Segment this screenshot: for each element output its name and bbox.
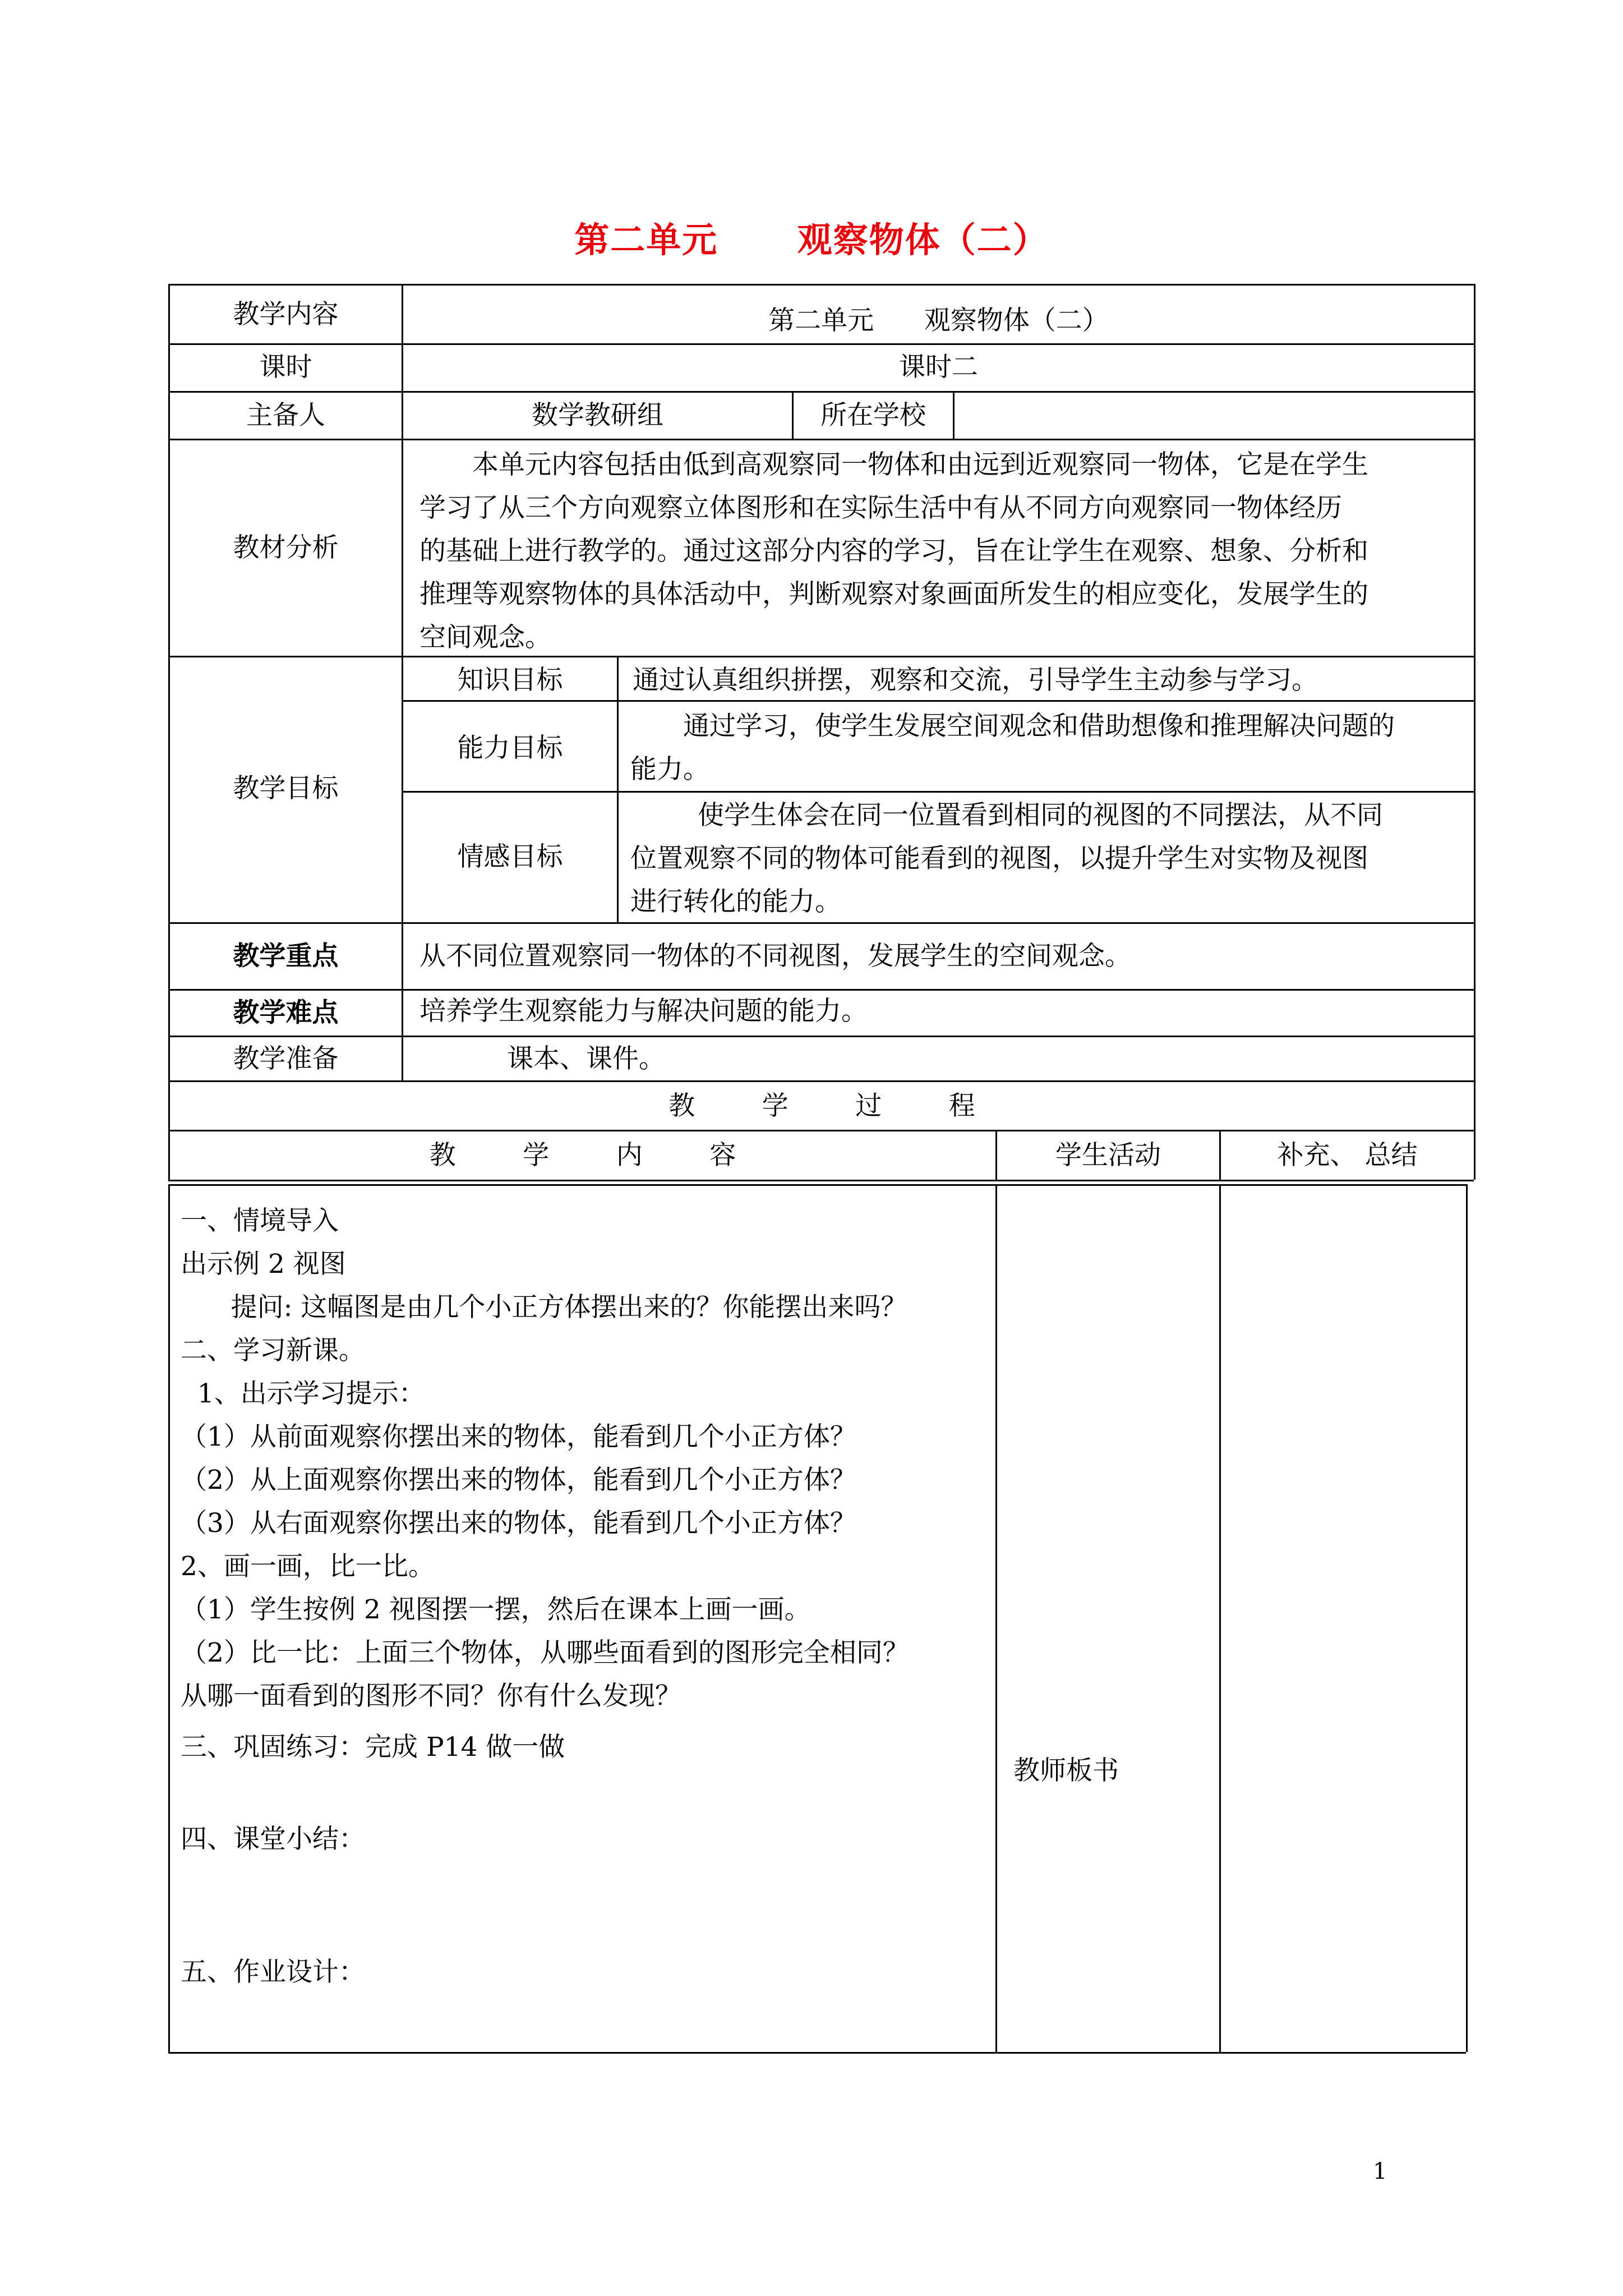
preparer-label: 主备人 [246, 400, 325, 431]
period-label: 课时 [259, 352, 312, 383]
preparation-value: 课本、课件。 [507, 1043, 665, 1074]
col-activity-header: 学生活动 [1055, 1140, 1161, 1171]
content-label: 教学内容 [233, 299, 339, 330]
lesson-content: 一、情境导入 出示例 2 视图 提问: 这幅图是由几个小正方体摆出来的？你能摆出来吗？ 二、学习新课。 1、出示学习提示： （1）从前面观察你摆出来的物体，能看到几个小正方体？ （2）从上面观察你摆出来的物体，能看到几个小正方体？ （3）从右面观察你摆出来的物体，能看到几个小正方体？ 2、画一画，比一比。 （1）学生按例 2 视图摆一摆，然后在课本上画一画。 （2）比一比：上面三个物体，从哪些面看到的图形完全相同？ 从哪一面看到的图形不同？你有什么发现？ 三、巩固练习：完成 P14 做一做 四、课堂小结： 五、作业设计： [181, 1205, 909, 1987]
key-point-value: 从不同位置观察同一物体的不同视图，发展学生的空间观念。 [419, 941, 1131, 972]
emotion-text: 使学生体会在同一位置看到相同的视图的不同摆法，从不同 位置观察不同的物体可能看到的视图，以提升学生对实物及视图 进行转化的能力。 [630, 800, 1383, 917]
content-value: 第二单元 观察物体（二） [768, 305, 1109, 336]
col-content-header: 教 学 内 容 [429, 1140, 736, 1171]
knowledge-text: 通过认真组织拼摆，观察和交流，引导学生主动参与学习。 [633, 665, 1318, 696]
knowledge-label: 知识目标 [457, 665, 563, 696]
difficulty-value: 培养学生观察能力与解决问题的能力。 [419, 996, 868, 1027]
school-label: 所在学校 [820, 400, 926, 431]
process-header: 教 学 过 程 [668, 1091, 975, 1121]
emotion-label: 情感目标 [457, 841, 563, 872]
col-summary-header: 补充、 总结 [1277, 1140, 1418, 1171]
preparer-value: 数学教研组 [532, 400, 663, 431]
board-note: 教师板书 [1013, 1755, 1119, 1786]
period-value: 课时二 [899, 352, 978, 383]
ability-text: 通过学习，使学生发展空间观念和借助想像和推理解决问题的 能力。 [630, 711, 1395, 785]
objectives-label: 教学目标 [233, 773, 339, 804]
key-point-label: 教学重点 [233, 941, 339, 972]
analysis-label: 教材分析 [233, 532, 339, 563]
page-number: 1 [1373, 2159, 1387, 2184]
ability-label: 能力目标 [457, 733, 563, 763]
page-title: 第二单元 观察物体（二） [574, 219, 1049, 260]
difficulty-label: 教学难点 [233, 997, 339, 1028]
analysis-text: 本单元内容包括由低到高观察同一物体和由远到近观察同一物体，它是在学生 学习了从三个方向观察立体图形和在实际生活中有从不同方向观察同一物体经历 的基础上进行教学的。通过这部分内容的学习，旨在让学生在观察、想象、分析和 推理等观察物体的具体活动中，判断观察对象画面所发生的相应变化，发展学生的 空间观念。 [419, 449, 1368, 653]
preparation-label: 教学准备 [233, 1043, 339, 1074]
